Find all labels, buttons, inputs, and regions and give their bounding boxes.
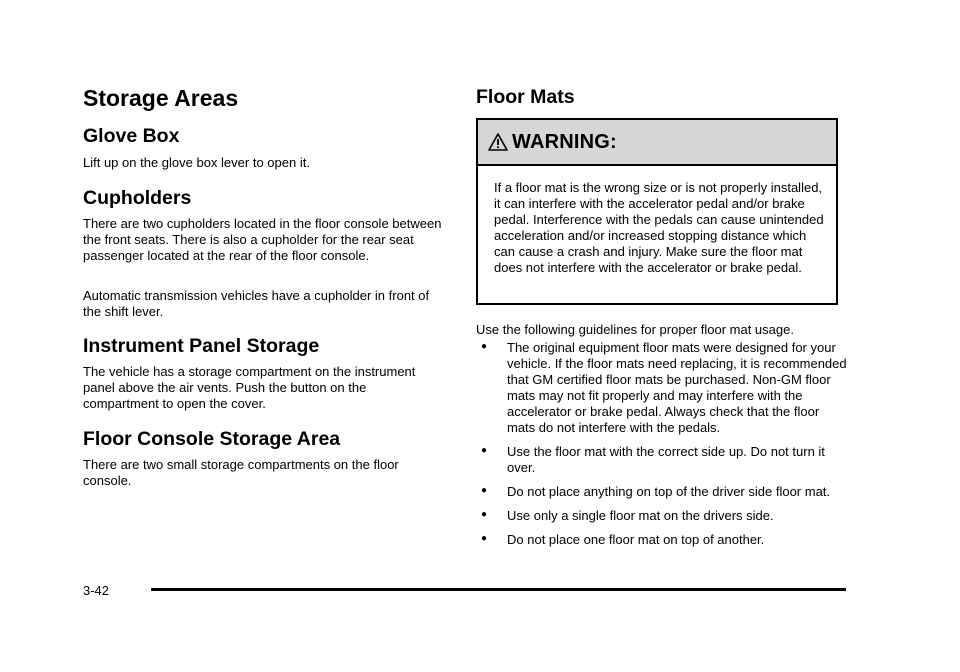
bullet-icon: ● [481,509,488,520]
bullet-icon: ● [481,533,488,544]
bullet-icon: ● [481,341,488,352]
list-item-text: Do not place one floor mat on top of another. [507,532,765,547]
bullet-icon: ● [481,445,488,456]
list-item [476,508,847,524]
cupholders-text-1: There are two cupholders located in the floor console between the front seats. There is also a cupholder for the rear seat passenger located at the rear of the floor console. [83,216,442,263]
list-item-text: The original equipment floor mats were designed for your vehicle. If the floor mats need replacing, it is recommended that GM certified floor mats be purchased. Non-GM floor mats may not fit properly and may interfere with the accelerator or brake pedal. Always check that the floor mats do not interfere with the pedals. [507,340,847,435]
list-item [476,444,847,476]
footer-rule [151,588,846,591]
cupholders-text-2: Automatic transmission vehicles have a cupholder in front of the shift lever. [83,288,430,319]
list-item-text: Use only a single floor mat on the drivers side. [507,508,774,523]
list-item [476,532,847,548]
list-item-text: Use the floor mat with the correct side up. Do not turn it over. [507,444,825,475]
glove-box-heading: Glove Box [83,125,180,147]
cupholders-heading: Cupholders [83,187,192,209]
floor-mats-heading: Floor Mats [476,86,575,108]
instrument-panel-text: The vehicle has a storage compartment on the instrument panel above the air vents. Push the button on the compartment to open the cover. [83,364,416,411]
floor-console-text: There are two small storage compartments on the floor console. [83,457,399,488]
page-title: Storage Areas [83,85,239,111]
list-item-text: Do not place anything on top of the driver side floor mat. [507,484,831,499]
warning-header [478,120,836,166]
glove-box-text: Lift up on the glove box lever to open it. [83,155,310,170]
instrument-panel-heading: Instrument Panel Storage [83,335,320,357]
warning-triangle-icon [488,132,508,152]
list-item [476,340,847,436]
floor-console-heading: Floor Console Storage Area [83,428,341,450]
list-item [476,484,847,500]
floor-mat-guidelines [476,322,856,548]
warning-box [476,118,838,305]
guidelines-intro: Use the following guidelines for proper floor mat usage. [476,322,794,337]
warning-text: If a floor mat is the wrong size or is not properly installed, it can interfere with the accelerator pedal and/or brake pedal. Interference with the pedals can cause unintended acceleration and/or increased stopping distance which can cause a crash and injury. Make sure the floor mat does not interfere with the accelerator or brake pedal. [494,180,824,275]
warning-label: WARNING: [512,130,617,153]
bullet-icon: ● [481,485,488,496]
page-number: 3-42 [83,583,110,598]
